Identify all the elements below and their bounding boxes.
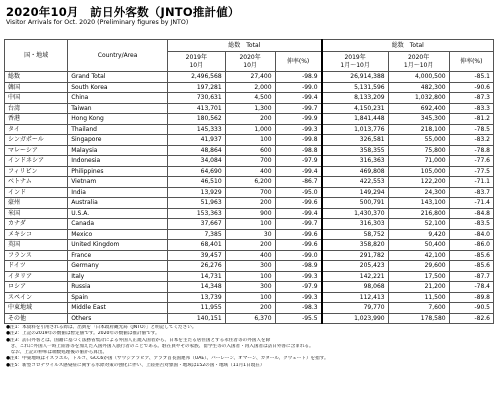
cell-country-jp: ロシア (5, 282, 68, 293)
cell-rate-cumulative: -83.3 (449, 103, 493, 114)
cell-country-en: Grand Total (68, 72, 168, 83)
cell-country-en: Philippines (68, 166, 168, 177)
cell-2020-jan-oct: 122,200 (388, 177, 449, 188)
cell-rate-cumulative: -81.2 (449, 114, 493, 125)
cell-country-jp: イタリア (5, 271, 68, 282)
cell-2020-oct: 6,200 (225, 177, 275, 188)
cell-country-en: Italy (68, 271, 168, 282)
cell-country-en: Mexico (68, 229, 168, 240)
cell-country-jp: 中国 (5, 93, 68, 104)
cell-2019-oct: 64,690 (167, 166, 225, 177)
cell-2020-oct: 100 (225, 271, 275, 282)
cell-rate-cumulative: -90.5 (449, 303, 493, 314)
cell-2019-jan-oct: 58,752 (322, 229, 389, 240)
cell-rate-cumulative: -83.2 (449, 135, 493, 146)
cell-rate-month: -99.7 (275, 103, 322, 114)
cell-rate-month: -99.0 (275, 250, 322, 261)
table-row (5, 72, 494, 83)
table-row (5, 303, 494, 314)
cell-2019-oct: 197,281 (167, 82, 225, 93)
cell-2019-jan-oct: 358,820 (322, 240, 389, 251)
header-total-cumulative: 総数 Total (322, 40, 494, 52)
cell-2019-jan-oct: 422,553 (322, 177, 389, 188)
cell-rate-cumulative: -78.5 (449, 124, 493, 135)
cell-2019-jan-oct: 316,363 (322, 156, 389, 167)
cell-2019-jan-oct: 98,068 (322, 282, 389, 293)
cell-2020-jan-oct: 345,300 (388, 114, 449, 125)
cell-2020-oct: 900 (225, 208, 275, 219)
table-row (5, 292, 494, 303)
cell-2019-oct: 51,963 (167, 198, 225, 209)
footnote-line: ●注5：新型コロナウイルス感染症に関する水際対策の強化に伴い、上陸拒否対象国・地域は152の国・地域（11月1日現在） (6, 362, 265, 368)
cell-2020-jan-oct: 692,400 (388, 103, 449, 114)
cell-rate-month: -99.3 (275, 271, 322, 282)
cell-country-jp: 香港 (5, 114, 68, 125)
table-row (5, 156, 494, 167)
cell-2019-oct: 413,701 (167, 103, 225, 114)
table-row (5, 124, 494, 135)
cell-2020-oct: 200 (225, 240, 275, 251)
cell-country-en: India (68, 187, 168, 198)
table-row (5, 198, 494, 209)
cell-2019-oct: 13,929 (167, 187, 225, 198)
cell-2020-jan-oct: 4,000,500 (388, 72, 449, 83)
cell-2019-jan-oct: 112,413 (322, 292, 389, 303)
cell-2019-jan-oct: 500,791 (322, 198, 389, 209)
cell-rate-cumulative: -87.7 (449, 271, 493, 282)
cell-rate-cumulative: -85.1 (449, 72, 493, 83)
cell-2020-jan-oct: 7,600 (388, 303, 449, 314)
table-row (5, 145, 494, 156)
cell-rate-month: -99.4 (275, 208, 322, 219)
cell-2020-jan-oct: 75,800 (388, 145, 449, 156)
cell-country-en: Thailand (68, 124, 168, 135)
cell-2019-oct: 11,955 (167, 303, 225, 314)
cell-country-en: Spain (68, 292, 168, 303)
cell-rate-cumulative: -71.1 (449, 177, 493, 188)
table-body (5, 72, 494, 324)
header-2019-oct: 2019年 10月 (167, 52, 225, 72)
table-row (5, 82, 494, 93)
cell-2019-jan-oct: 79,770 (322, 303, 389, 314)
cell-rate-month: -99.0 (275, 82, 322, 93)
cell-2020-jan-oct: 143,100 (388, 198, 449, 209)
cell-rate-cumulative: -77.5 (449, 166, 493, 177)
cell-2019-oct: 140,151 (167, 313, 225, 324)
cell-rate-month: -95.5 (275, 313, 322, 324)
cell-rate-month: -98.9 (275, 72, 322, 83)
cell-2020-jan-oct: 42,100 (388, 250, 449, 261)
cell-2020-oct: 100 (225, 135, 275, 146)
cell-2020-oct: 700 (225, 187, 275, 198)
cell-2019-jan-oct: 358,355 (322, 145, 389, 156)
cell-rate-cumulative: -90.6 (449, 82, 493, 93)
cell-2019-jan-oct: 469,808 (322, 166, 389, 177)
table-row (5, 208, 494, 219)
table-row (5, 282, 494, 293)
cell-2020-jan-oct: 21,200 (388, 282, 449, 293)
cell-country-jp: 米国 (5, 208, 68, 219)
cell-rate-cumulative: -85.6 (449, 250, 493, 261)
cell-country-en: U.S.A. (68, 208, 168, 219)
cell-2019-jan-oct: 205,423 (322, 261, 389, 272)
cell-2020-jan-oct: 50,400 (388, 240, 449, 251)
header-2019-jan-oct: 2019年 1月～10月 (322, 52, 389, 72)
footnote-line: き、これに外国人一時上陸客等を加えた入国外国人旅行者のことである。駐在員やその家族、留学生等の入国者・再入国者は訪日外客に含まれる。 (6, 343, 314, 349)
cell-2020-oct: 1,300 (225, 103, 275, 114)
cell-2020-jan-oct: 71,000 (388, 156, 449, 167)
cell-2019-oct: 26,276 (167, 261, 225, 272)
cell-2020-jan-oct: 11,500 (388, 292, 449, 303)
header-2020-jan-oct: 2020年 1月～10月 (388, 52, 449, 72)
cell-2019-jan-oct: 1,023,990 (322, 313, 389, 324)
cell-country-en: France (68, 250, 168, 261)
cell-2020-oct: 2,000 (225, 82, 275, 93)
cell-2020-oct: 200 (225, 303, 275, 314)
cell-country-jp: インド (5, 187, 68, 198)
table-row (5, 229, 494, 240)
arrivals-table (4, 39, 494, 324)
cell-2020-oct: 27,400 (225, 72, 275, 83)
footnote-line: ●注4：中東地域はイスラエル、トルコ、GCC6か国（サウジアラビア、アラブ首長国連邦（UAE）、バーレーン、オマーン、カタール、クウェート）を指す。 (6, 356, 329, 362)
cell-2019-oct: 46,510 (167, 177, 225, 188)
cell-country-jp: タイ (5, 124, 68, 135)
cell-country-jp: 台湾 (5, 103, 68, 114)
cell-country-en: Russia (68, 282, 168, 293)
cell-2020-jan-oct: 1,032,800 (388, 93, 449, 104)
cell-2019-oct: 41,937 (167, 135, 225, 146)
cell-2019-oct: 145,333 (167, 124, 225, 135)
cell-rate-month: -99.6 (275, 198, 322, 209)
footnotes (6, 325, 494, 369)
table-row (5, 177, 494, 188)
cell-rate-month: -86.7 (275, 177, 322, 188)
cell-rate-month: -98.9 (275, 261, 322, 272)
cell-2019-oct: 153,363 (167, 208, 225, 219)
cell-country-jp: ドイツ (5, 261, 68, 272)
cell-rate-cumulative: -87.3 (449, 93, 493, 104)
cell-2019-jan-oct: 1,013,776 (322, 124, 389, 135)
cell-country-en: South Korea (68, 82, 168, 93)
cell-rate-cumulative: -78.8 (449, 145, 493, 156)
table-row (5, 261, 494, 272)
table-row (5, 271, 494, 282)
cell-2020-jan-oct: 52,100 (388, 219, 449, 230)
cell-2020-oct: 400 (225, 166, 275, 177)
cell-2019-jan-oct: 291,782 (322, 250, 389, 261)
cell-2019-oct: 14,348 (167, 282, 225, 293)
cell-2019-oct: 14,731 (167, 271, 225, 282)
cell-2020-oct: 100 (225, 219, 275, 230)
cell-rate-month: -99.3 (275, 292, 322, 303)
cell-2020-jan-oct: 216,800 (388, 208, 449, 219)
cell-rate-month: -99.4 (275, 166, 322, 177)
cell-2019-jan-oct: 8,133,209 (322, 93, 389, 104)
cell-country-en: Hong Kong (68, 114, 168, 125)
cell-2020-jan-oct: 105,000 (388, 166, 449, 177)
cell-2019-jan-oct: 1,430,370 (322, 208, 389, 219)
footnote-line: なお、上記の伸率は端数処理後の値から算出。 (6, 350, 108, 356)
cell-2019-jan-oct: 149,294 (322, 187, 389, 198)
cell-2019-jan-oct: 316,303 (322, 219, 389, 230)
cell-rate-month: -99.4 (275, 93, 322, 104)
cell-2020-jan-oct: 55,000 (388, 135, 449, 146)
cell-2019-oct: 13,739 (167, 292, 225, 303)
cell-2019-oct: 34,084 (167, 156, 225, 167)
cell-2020-oct: 200 (225, 198, 275, 209)
cell-2019-jan-oct: 26,914,388 (322, 72, 389, 83)
page-subtitle: Visitor Arrivals for Oct. 2020 (Preliminary figures by JNTO) (6, 19, 189, 26)
cell-country-en: United Kingdom (68, 240, 168, 251)
footnote-line: ●注1：本資料を引用される際は、出典を「日本政府観光局（JNTO）」と明記してください。 (6, 325, 197, 330)
cell-2020-jan-oct: 178,580 (388, 313, 449, 324)
cell-2020-jan-oct: 9,420 (388, 229, 449, 240)
cell-rate-cumulative: -84.0 (449, 229, 493, 240)
cell-2020-oct: 700 (225, 156, 275, 167)
cell-2019-oct: 48,864 (167, 145, 225, 156)
cell-country-jp: メキシコ (5, 229, 68, 240)
cell-2019-jan-oct: 1,841,448 (322, 114, 389, 125)
cell-country-jp: インドネシア (5, 156, 68, 167)
cell-rate-cumulative: -77.6 (449, 156, 493, 167)
table-row (5, 103, 494, 114)
cell-rate-cumulative: -82.6 (449, 313, 493, 324)
cell-2020-oct: 600 (225, 145, 275, 156)
cell-rate-cumulative: -84.8 (449, 208, 493, 219)
cell-rate-cumulative: -78.4 (449, 282, 493, 293)
cell-rate-month: -99.7 (275, 219, 322, 230)
page-title: 2020年10月 訪日外客数（JNTO推計値） (6, 5, 240, 19)
cell-country-jp: ベトナム (5, 177, 68, 188)
table-row (5, 313, 494, 324)
cell-2020-oct: 200 (225, 114, 275, 125)
cell-country-en: Canada (68, 219, 168, 230)
cell-rate-month: -99.9 (275, 114, 322, 125)
cell-country-jp: フィリピン (5, 166, 68, 177)
header-country-jp: 国・地域 (5, 40, 68, 72)
cell-country-en: Germany (68, 261, 168, 272)
cell-country-jp: カナダ (5, 219, 68, 230)
footnote-line: ●注3：訪日外客とは、国籍に基づく法務省集計による外国人正規入国者から、日本を主たる居住国とする永住者等の外国人を除 (6, 337, 271, 343)
cell-country-jp: マレーシア (5, 145, 68, 156)
cell-country-en: Australia (68, 198, 168, 209)
cell-country-en: Vietnam (68, 177, 168, 188)
cell-2020-jan-oct: 29,600 (388, 261, 449, 272)
table-row (5, 240, 494, 251)
cell-2020-oct: 100 (225, 292, 275, 303)
cell-rate-month: -99.6 (275, 240, 322, 251)
cell-2020-jan-oct: 24,300 (388, 187, 449, 198)
cell-2020-jan-oct: 482,300 (388, 82, 449, 93)
header-rate-month: 伸率(%) (275, 52, 322, 72)
cell-rate-month: -99.3 (275, 124, 322, 135)
table-row (5, 135, 494, 146)
cell-2020-oct: 6,370 (225, 313, 275, 324)
cell-2019-oct: 2,496,568 (167, 72, 225, 83)
cell-country-jp: シンガポール (5, 135, 68, 146)
cell-rate-cumulative: -83.7 (449, 187, 493, 198)
table-row (5, 250, 494, 261)
cell-country-jp: 豪州 (5, 198, 68, 209)
cell-2019-oct: 180,562 (167, 114, 225, 125)
cell-country-jp: 英国 (5, 240, 68, 251)
cell-rate-cumulative: -83.5 (449, 219, 493, 230)
cell-2019-oct: 37,667 (167, 219, 225, 230)
cell-2020-oct: 30 (225, 229, 275, 240)
header-rate-cumulative: 伸率(%) (449, 52, 493, 72)
cell-rate-cumulative: -71.4 (449, 198, 493, 209)
cell-country-en: Indonesia (68, 156, 168, 167)
cell-country-jp: 総数 (5, 72, 68, 83)
header-total-month: 総数 Total (167, 40, 321, 52)
cell-2019-jan-oct: 4,150,231 (322, 103, 389, 114)
header-country-en: Country/Area (68, 40, 168, 72)
cell-2020-oct: 1,000 (225, 124, 275, 135)
cell-2020-oct: 300 (225, 282, 275, 293)
cell-rate-cumulative: -89.8 (449, 292, 493, 303)
cell-2019-oct: 730,631 (167, 93, 225, 104)
cell-2019-jan-oct: 326,581 (322, 135, 389, 146)
cell-2019-oct: 7,385 (167, 229, 225, 240)
table-row (5, 114, 494, 125)
cell-rate-month: -99.6 (275, 229, 322, 240)
cell-country-jp: フランス (5, 250, 68, 261)
cell-country-en: Malaysia (68, 145, 168, 156)
cell-country-en: Others (68, 313, 168, 324)
cell-2020-oct: 300 (225, 261, 275, 272)
cell-2019-jan-oct: 142,221 (322, 271, 389, 282)
cell-rate-month: -95.0 (275, 187, 322, 198)
cell-2019-jan-oct: 5,131,596 (322, 82, 389, 93)
table-row (5, 93, 494, 104)
cell-country-jp: その他 (5, 313, 68, 324)
cell-rate-month: -98.8 (275, 145, 322, 156)
cell-country-en: China (68, 93, 168, 104)
cell-country-en: Taiwan (68, 103, 168, 114)
header-2020-oct: 2020年 10月 (225, 52, 275, 72)
cell-2019-oct: 68,401 (167, 240, 225, 251)
cell-2020-jan-oct: 218,100 (388, 124, 449, 135)
table-row (5, 166, 494, 177)
footnote-line: ●注2：上記の2019年の数値は暫定値です。2020年の数値は推計値です。 (6, 331, 160, 337)
cell-rate-month: -99.8 (275, 135, 322, 146)
cell-country-jp: 韓国 (5, 82, 68, 93)
cell-2019-oct: 39,457 (167, 250, 225, 261)
cell-rate-month: -97.9 (275, 282, 322, 293)
cell-rate-month: -97.9 (275, 156, 322, 167)
cell-rate-cumulative: -85.6 (449, 261, 493, 272)
cell-2020-jan-oct: 17,500 (388, 271, 449, 282)
cell-country-jp: 中東地域 (5, 303, 68, 314)
cell-country-en: Middle East (68, 303, 168, 314)
table-row (5, 187, 494, 198)
cell-rate-cumulative: -86.0 (449, 240, 493, 251)
table-row (5, 219, 494, 230)
cell-rate-month: -98.3 (275, 303, 322, 314)
cell-country-en: Singapore (68, 135, 168, 146)
cell-2020-oct: 4,500 (225, 93, 275, 104)
cell-2020-oct: 400 (225, 250, 275, 261)
cell-country-jp: スペイン (5, 292, 68, 303)
